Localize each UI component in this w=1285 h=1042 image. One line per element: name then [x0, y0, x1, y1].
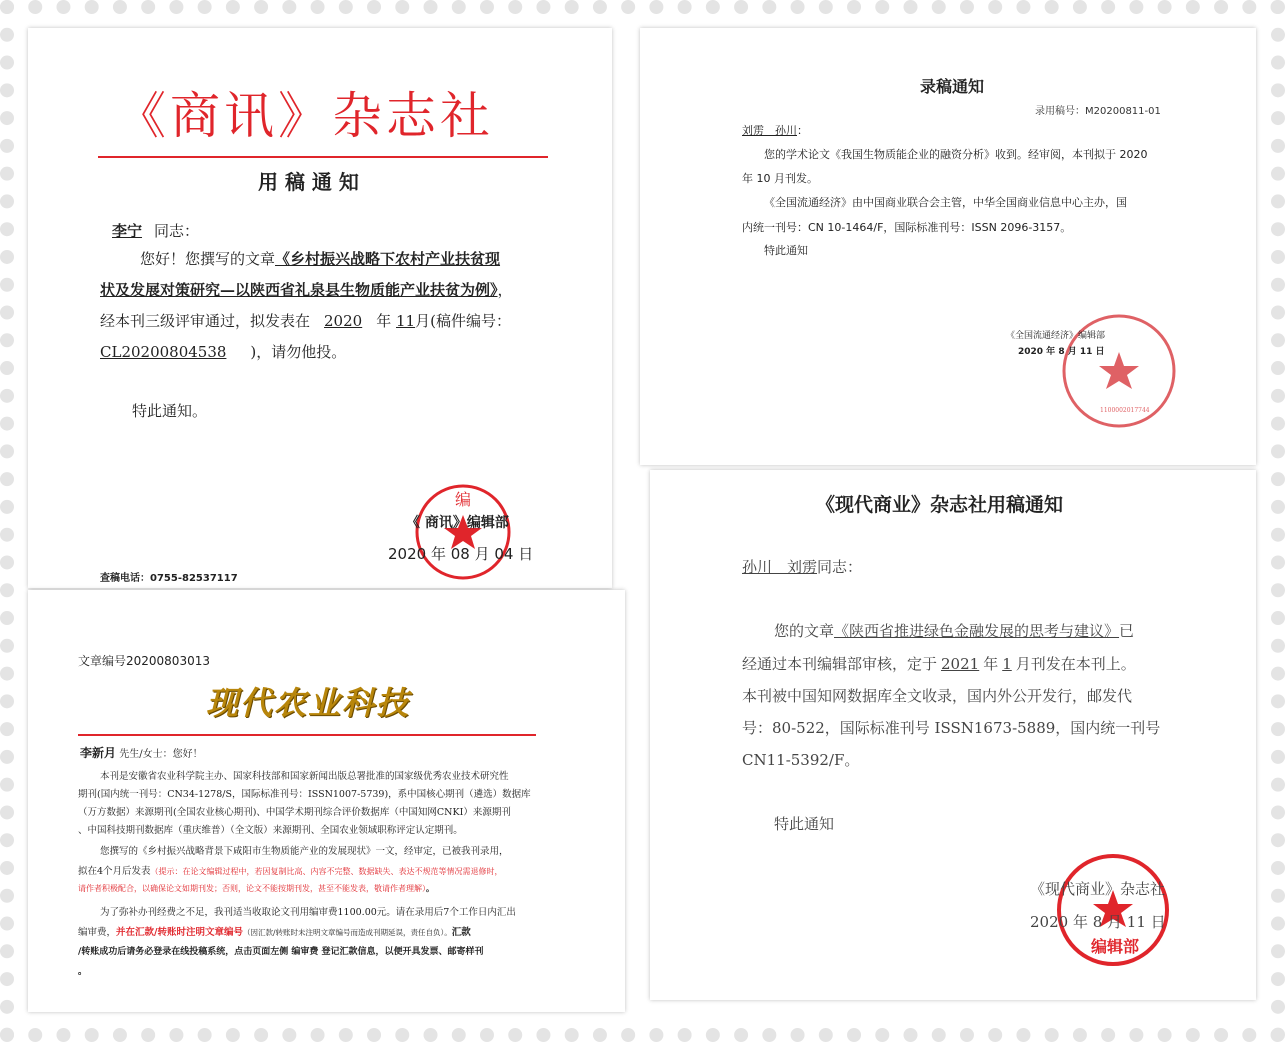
signature-org: 《 商讯》编辑部	[406, 515, 509, 531]
signature-date: 2020 年 08 月 04 日	[388, 545, 534, 563]
body-line	[78, 924, 471, 938]
signature-org: 《现代商业》杂志社	[1030, 880, 1166, 898]
salutation: 同志：	[817, 558, 863, 576]
text: 。	[426, 883, 434, 893]
query-phone: 查稿电话：0755-82537117	[100, 573, 238, 584]
body-line: 、中国科技期刊数据库（重庆维普）（全文版）来源期刊、全国农业领域职称评定认定期刊。	[78, 825, 463, 836]
article-title: 状及发展对策研究—以陕西省礼泉县生物质能产业扶贫为例》	[100, 281, 498, 299]
signature-date: 2020 年 8 月 11 日	[1030, 913, 1166, 931]
text: 月刊发在本刊上。	[1015, 655, 1136, 673]
logo-rule	[78, 734, 536, 736]
salutation-line	[742, 122, 808, 138]
text: 拟在4个月后发表	[78, 866, 151, 877]
body-line	[100, 341, 346, 362]
note: （因汇款/转账时未注明文章编号而造成刊期延误，责任自负）。	[243, 928, 452, 937]
salutation-line	[80, 744, 203, 761]
stamp-code: 1100002017744	[1100, 407, 1150, 414]
body-line	[78, 883, 434, 894]
article-title: 《陕西省推进绿色金融发展的思考与建议》	[834, 622, 1120, 640]
notice-title: 用 稿 通 知	[258, 170, 359, 194]
emphasis: 汇款	[451, 927, 471, 938]
body-line: /转账成功后请务必登录在线投稿系统，点击页面左侧 编审费 登记汇款信息，以便开具发票、邮寄样刊	[78, 947, 484, 957]
body-line: 。	[78, 967, 88, 977]
text: 编审费，	[78, 927, 117, 938]
text: ，	[497, 281, 513, 299]
stamp-text: 编辑部	[1091, 937, 1140, 956]
body-line: 您的学术论文《我国生物质能企业的融资分析》收到。经审阅，本刊拟于 2020	[764, 148, 1148, 161]
notice-xiandai-nongye	[28, 590, 625, 1012]
closing: 特此通知	[764, 244, 808, 257]
text: 您好！您撰写的文章	[140, 250, 276, 268]
text: 您的文章	[774, 622, 835, 640]
closing: 特此通知。	[132, 402, 208, 420]
notice-title: 录稿通知	[920, 77, 985, 96]
recipient: 李宁	[112, 222, 143, 240]
notice-title: 《现代商业》杂志社用稿通知	[816, 494, 1064, 516]
body-line: 内统一刊号：CN 10-1464/F，国际标准刊号：ISSN 2096-3157。	[742, 221, 1072, 234]
reference-number: 录用稿号：M20200811-01	[1035, 106, 1161, 117]
body-line	[100, 310, 511, 331]
month: 1	[1002, 655, 1012, 673]
journal-logo: 现代农业科技	[206, 684, 411, 722]
greeting: 先生/女士：您好！	[119, 749, 203, 760]
body-line: 年 10 月刊发。	[742, 172, 818, 185]
note: （提示：在论文编辑过程中，若因复制比高、内容不完整、数据缺失、表达不规范等情况需退修时，	[150, 867, 503, 876]
note: 请作者积极配合，以确保论文如期刊发；否则，论文不能按期刊发，甚至不能发表，敬请作者理解）	[78, 884, 426, 893]
notice-quanguo-liutong	[640, 28, 1256, 465]
month: 11	[396, 312, 416, 330]
signature-date: 2020 年 8 月 11 日	[1018, 347, 1105, 357]
body-line	[140, 248, 500, 269]
emphasis: 并在汇款/转账时注明文章编号	[116, 927, 243, 938]
article-number: 文章编号20200803013	[78, 654, 210, 668]
seal-stamp	[414, 483, 512, 581]
text: 年	[376, 312, 392, 330]
manuscript-number: CL20200804538	[100, 343, 227, 361]
body-line: 为了弥补办刊经费之不足，我刊适当收取论文刊用编审费1100.00元。请在录用后7个工作日内汇出	[100, 907, 516, 918]
salutation: 同志：	[154, 222, 200, 240]
salutation-line	[100, 220, 199, 241]
article-title: 《乡村振兴战略下农村产业扶贫现	[275, 250, 501, 268]
body-line	[78, 863, 503, 877]
body-line	[742, 653, 1136, 674]
text: ：	[797, 124, 808, 137]
text: 月(稿件编号：	[415, 312, 511, 330]
body-line	[774, 620, 1134, 641]
text: 已	[1119, 622, 1135, 640]
seal-stamp	[1055, 852, 1171, 968]
year: 2020	[324, 312, 363, 330]
masthead: 《商讯》杂志社	[116, 87, 494, 145]
signature-org: 《全国流通经济》编辑部	[1006, 331, 1106, 341]
body-line: 本刊被中国知网数据库全文收录，国内外公开发行，邮发代	[742, 687, 1133, 705]
text: 经通过本刊编辑部审核，定于	[742, 655, 938, 673]
recipient: 李新月	[80, 746, 117, 760]
closing: 特此通知	[774, 815, 835, 833]
masthead-rule	[98, 156, 548, 158]
text: )，请勿他投。	[250, 343, 347, 361]
stamp-text: 编	[455, 490, 472, 509]
recipients: 刘雳 孙川	[742, 124, 797, 137]
body-line: CN11-5392/F。	[742, 751, 860, 769]
body-line: 《全国流通经济》由中国商业联合会主管，中华全国商业信息中心主办，国	[764, 196, 1127, 209]
body-line: （万方数据）来源期刊(全国农业核心期刊)、中国学术期刊综合评价数据库（中国知网CNKI）来源期刊	[78, 807, 511, 818]
text: 经本刊三级评审通过，拟发表在	[100, 312, 311, 330]
text: 年	[983, 655, 999, 673]
notice-shangxun	[28, 28, 612, 588]
body-line: 您撰写的《乡村振兴战略背景下咸阳市生物质能产业的发展现状》一文，经审定，已被我刊录用，	[100, 846, 509, 857]
body-line: 号：80-522，国际标准刊号 ISSN1673-5889，国内统一刊号	[742, 719, 1161, 737]
body-line: 本刊是安徽省农业科学院主办、国家科技部和国家新闻出版总署批准的国家级优秀农业技术研究性	[100, 771, 509, 782]
body-line	[100, 279, 513, 300]
year: 2021	[941, 655, 980, 673]
salutation-line	[742, 556, 862, 577]
notice-xiandai-shangye	[650, 470, 1256, 1000]
body-line: 期刊(国内统一刊号：CN34-1278/S，国际标准刊号：ISSN1007-5739)，系中国核心期刊（遴选）数据库	[78, 789, 531, 800]
recipients: 孙川 刘雳	[742, 558, 818, 576]
